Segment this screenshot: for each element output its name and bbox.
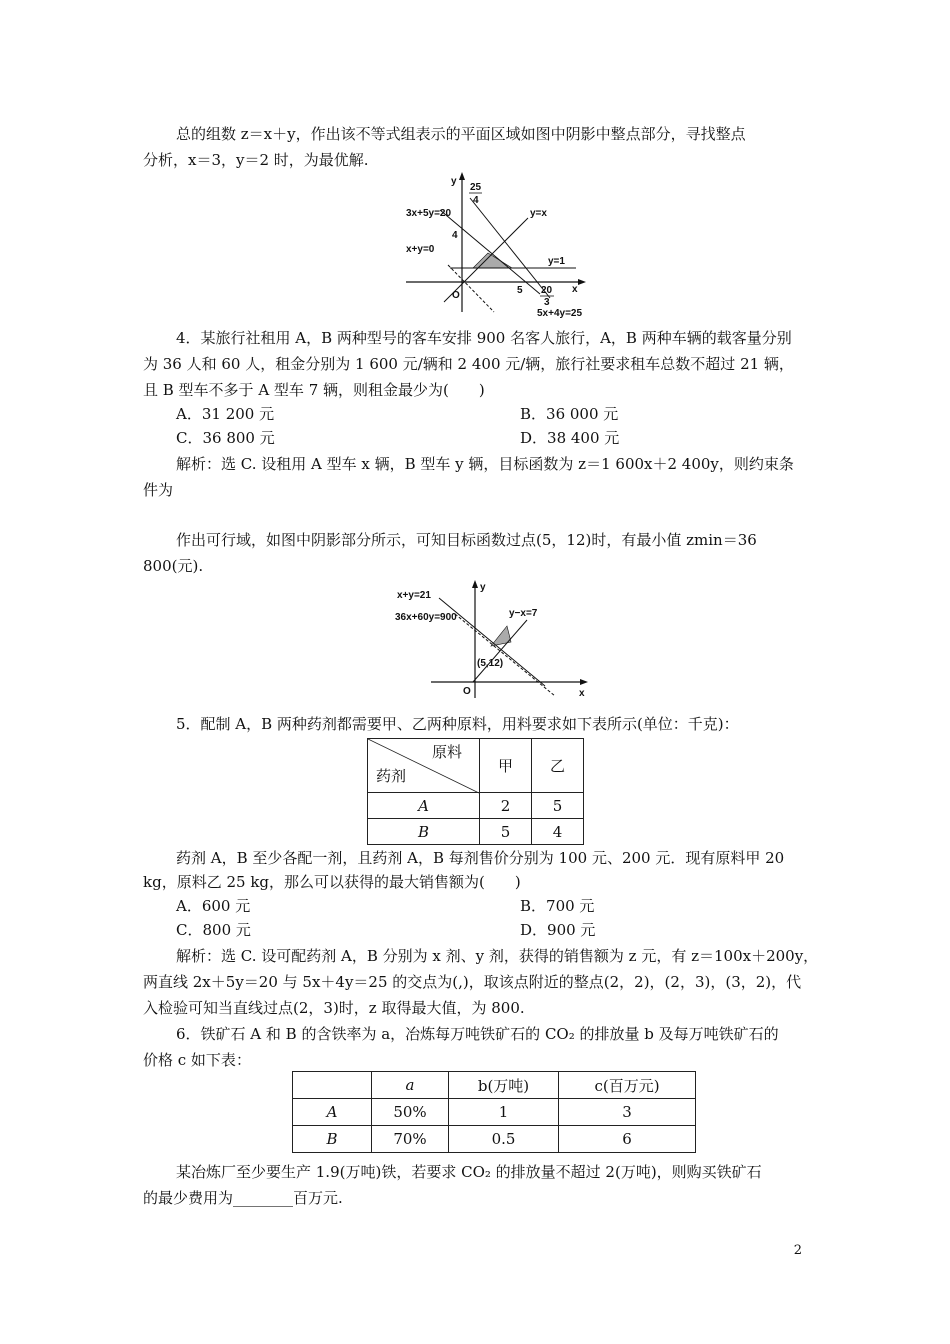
graph2-line-36x60y (455, 614, 555, 696)
q5-table (367, 738, 584, 845)
q4-solution-1: 解析：选 C. 设租用 A 型车 x 辆，B 型车 y 辆，目标函数为 z＝1 600x＋2 400y，则约束条 (176, 455, 794, 473)
table-row (293, 1126, 696, 1153)
q5-solution-1: 解析：选 C. 设可配药剂 A，B 分别为 x 剂、y 剂，获得的销售额为 z 元，有 z＝100x＋200y， (176, 947, 819, 965)
q4-option-a: A．31 200 元 (176, 405, 275, 423)
q6-cell: 1 (449, 1099, 559, 1126)
q5-cell: 2 (480, 793, 532, 819)
q5-solution-3: 入检验可知当直线过点(2，3)时，z 取得最大值，为 800. (143, 999, 525, 1017)
graph-2 (395, 574, 595, 704)
page-number: 2 (793, 1243, 802, 1258)
graph-1 (400, 170, 600, 320)
graph2-label-yx7: y−x=7 (509, 608, 538, 619)
intro-line-2: 分析，x＝3，y＝2 时，为最优解. (143, 151, 369, 169)
graph2-y-label: y (480, 582, 486, 593)
q6-line-4: 的最少费用为________百万元. (143, 1189, 343, 1207)
q6-col-header-c: c(百万元) (559, 1072, 696, 1099)
q4-option-b: B．36 000 元 (520, 405, 619, 423)
graph1-frac-4: 4 (473, 195, 479, 206)
q5-corner-bottom: 药剂 (376, 767, 407, 785)
q4-line-2: 为 36 人和 60 人，租金分别为 1 600 元/辆和 2 400 元/辆，旅行社要求租车总数不超过 21 辆， (143, 355, 794, 373)
q6-line-1: 6．铁矿石 A 和 B 的含铁率为 a，冶炼每万吨铁矿石的 CO₂ 的排放量 b 及每万吨铁矿石的 (176, 1025, 779, 1043)
table-row (368, 819, 584, 845)
q4-solution-3: 作出可行域，如图中阴影部分所示，可知目标函数过点(5，12)时，有最小值 zmin＝36 (176, 531, 757, 549)
graph1-label-xy0: x+y=0 (406, 244, 435, 255)
q5-row-name: B (368, 819, 480, 845)
q4-line-3: 且 B 型车不多于 A 型车 7 辆，则租金最少为( ) (143, 381, 485, 399)
q5-line-2: 药剂 A，B 至少各配一剂，且药剂 A，B 每剂售价分别为 100 元、200 元．现有原料甲 20 (176, 849, 785, 867)
q6-cell: 70% (372, 1126, 449, 1153)
q5-solution-2: 两直线 2x＋5y＝20 与 5x＋4y＝25 的交点为(,)，取该点附近的整点(2，2)，(2，3)，(3，2)，代 (143, 973, 802, 991)
q5-line-3: kg，原料乙 25 kg，那么可以获得的最大销售额为( ) (143, 873, 521, 891)
q4-line-1: 4．某旅行社租用 A，B 两种型号的客车安排 900 名客人旅行，A，B 两种车辆的载客量分别 (176, 329, 792, 347)
q4-option-c: C．36 800 元 (176, 429, 275, 447)
q4-option-d: D．38 400 元 (520, 429, 620, 447)
table-row (293, 1099, 696, 1126)
intro-line-1: 总的组数 z＝x＋y，作出该不等式组表示的平面区域如图中阴影中整点部分，寻找整点 (176, 125, 746, 143)
q6-col-header-a: a (372, 1072, 449, 1099)
q4-solution-4: 800(元). (143, 557, 204, 575)
graph1-y-label: y (451, 176, 457, 187)
graph1-line-xy0 (448, 265, 494, 312)
q6-cell: 50% (372, 1099, 449, 1126)
graph2-label-36x60y: 36x+60y=900 (395, 612, 457, 623)
graph2-origin: O (463, 686, 471, 697)
q6-line-3: 某冶炼厂至少要生产 1.9(万吨)铁，若要求 CO₂ 的排放量不超过 2(万吨)，则购买铁矿石 (176, 1163, 762, 1181)
q6-line-2: 价格 c 如下表： (143, 1051, 251, 1069)
graph1-frac-25: 25 (470, 182, 482, 193)
graph2-line-yx7 (473, 620, 527, 682)
graph2-label-xy21: x+y=21 (397, 590, 431, 601)
q6-cell: 6 (559, 1126, 696, 1153)
graph1-label-3x5y: 3x+5y=20 (406, 208, 452, 219)
q6-corner-cell (293, 1072, 372, 1099)
q5-option-d: D．900 元 (520, 921, 596, 939)
q5-row-name: A (368, 793, 480, 819)
graph1-x-label: x (572, 284, 578, 295)
q5-option-a: A．600 元 (176, 897, 251, 915)
q5-option-c: C．800 元 (176, 921, 251, 939)
table-row (368, 793, 584, 819)
graph1-frac-20: 20 (541, 285, 553, 296)
q5-cell: 4 (532, 819, 584, 845)
graph1-frac-3: 3 (544, 297, 550, 308)
q6-table (292, 1071, 696, 1153)
graph1-tick-5: 5 (517, 285, 523, 296)
q5-corner-top: 原料 (432, 743, 463, 761)
q6-row-name: A (293, 1099, 372, 1126)
q6-cell: 3 (559, 1099, 696, 1126)
q4-solution-2: 件为 (143, 481, 174, 499)
q6-cell: 0.5 (449, 1126, 559, 1153)
graph1-label-yx: y=x (530, 208, 547, 219)
graph1-label-y1: y=1 (548, 256, 565, 267)
q5-cell: 5 (532, 793, 584, 819)
graph1-origin: O (452, 290, 460, 301)
graph2-shaded-region (491, 626, 511, 646)
q6-col-header-b: b(万吨) (449, 1072, 559, 1099)
q5-line-1: 5．配制 A，B 两种药剂都需要甲、乙两种原料，用料要求如下表所示(单位：千克)： (176, 715, 739, 733)
q6-row-name: B (293, 1126, 372, 1153)
q5-cell: 5 (480, 819, 532, 845)
graph1-label-5x4y: 5x+4y=25 (537, 308, 583, 319)
graph2-label-point: (5,12) (477, 658, 504, 669)
q5-col-header-2: 乙 (532, 739, 584, 793)
q5-table-corner (368, 739, 480, 793)
q5-col-header-1: 甲 (480, 739, 532, 793)
graph1-tick-4: 4 (452, 230, 458, 241)
graph2-x-label: x (579, 688, 585, 699)
q5-option-b: B．700 元 (520, 897, 595, 915)
